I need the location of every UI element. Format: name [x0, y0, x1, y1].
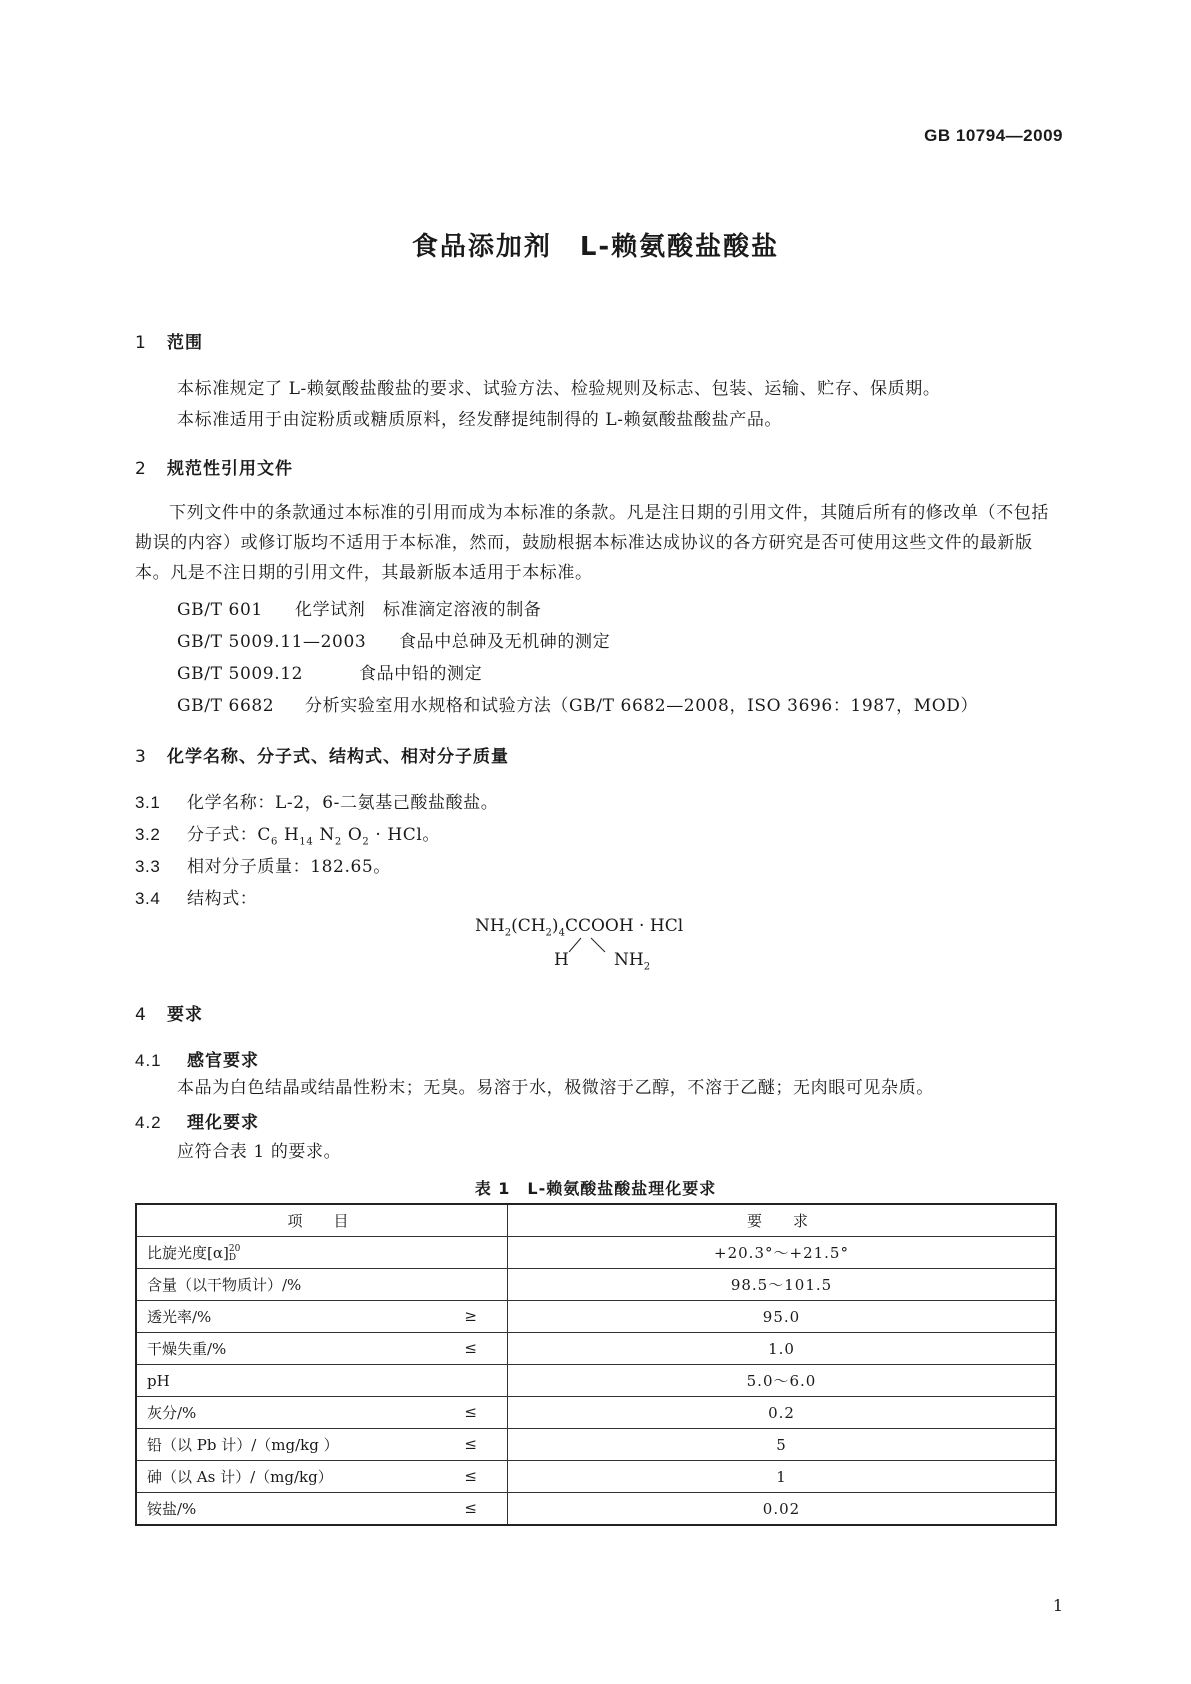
formula-suffix: · HCl。	[369, 825, 441, 845]
item-label: 含量（以干物质计）/%	[147, 1276, 302, 1294]
table-cell-item	[136, 1301, 508, 1333]
limit-symbol: ≥	[464, 1307, 477, 1325]
standard-number: GB 10794—2009	[924, 126, 1063, 145]
formula-element: H	[277, 825, 300, 845]
table-cell-value: 95.0	[508, 1301, 1057, 1333]
formula-group: NH	[614, 950, 644, 970]
section-3-number: 3	[135, 747, 147, 767]
molecular-formula	[187, 825, 441, 848]
table-cell-item	[136, 1333, 508, 1365]
item-number: 3.4	[135, 889, 161, 908]
section-1-heading	[135, 328, 203, 353]
rotation-temperature: 20	[228, 1244, 241, 1254]
reference-title: 化学试剂 标准滴定溶液的制备	[295, 600, 542, 620]
formula-subscript: 2	[545, 927, 552, 939]
section-3-title: 化学名称、分子式、结构式、相对分子质量	[167, 747, 509, 767]
item-number: 3.2	[135, 825, 161, 844]
bond-line	[569, 938, 581, 952]
limit-symbol: ≤	[464, 1435, 477, 1453]
rotation-wavelength: D	[228, 1253, 237, 1263]
table-row	[136, 1269, 1056, 1301]
formula-group: )	[551, 916, 559, 936]
table-row	[136, 1333, 1056, 1365]
physicochemical-note: 应符合表 1 的要求。	[177, 1142, 342, 1162]
formula-subscript: 2	[334, 836, 342, 848]
item-3-3	[135, 852, 391, 882]
requirements-table	[135, 1203, 1057, 1526]
bond-line	[591, 938, 605, 952]
subsection-title: 理化要求	[187, 1113, 259, 1133]
table-cell-value: 5	[508, 1429, 1057, 1461]
formula-subscript: 14	[299, 836, 314, 848]
table-cell-value: 1	[508, 1461, 1057, 1493]
rotation-scripts	[229, 1245, 240, 1263]
item-label: 灰分/%	[147, 1404, 197, 1422]
formula-group: (CH	[511, 916, 546, 936]
section-2-heading	[135, 454, 293, 479]
formula-subscript: 2	[643, 961, 651, 973]
table-cell-item	[136, 1269, 508, 1301]
table-cell-item	[136, 1397, 508, 1429]
formula-subscript: 4	[558, 927, 565, 939]
table-cell-item	[136, 1429, 508, 1461]
section-2-title: 规范性引用文件	[167, 459, 293, 479]
table-row	[136, 1461, 1056, 1493]
reference-title: 食品中总砷及无机砷的测定	[399, 632, 611, 652]
structure-label: 结构式：	[187, 889, 258, 909]
item-label: 铅（以 Pb 计）/（mg/kg ）	[147, 1436, 339, 1454]
limit-symbol: ≤	[464, 1403, 477, 1421]
section-1-title: 范围	[167, 333, 203, 353]
table-cell-value: 0.2	[508, 1397, 1057, 1429]
reference-code: GB/T 5009.11—2003	[177, 632, 367, 652]
table-row	[136, 1429, 1056, 1461]
limit-symbol: ≤	[464, 1467, 477, 1485]
formula-element: C	[257, 825, 272, 845]
reference-code: GB/T 601	[177, 600, 263, 620]
reference-title: 分析实验室用水规格和试验方法（GB/T 6682—2008，ISO 3696：1987，MOD）	[305, 696, 979, 716]
table-cell-value: 0.02	[508, 1493, 1057, 1526]
structure-amine	[614, 950, 650, 972]
section-4-title: 要求	[167, 1005, 203, 1025]
formula-element: O	[341, 825, 363, 845]
formula-element: N	[313, 825, 335, 845]
formula-group: NH	[475, 916, 505, 936]
section-1-number: 1	[135, 333, 147, 353]
reference-item	[177, 627, 610, 657]
table-cell-value: 98.5～101.5	[508, 1269, 1057, 1301]
table-header-row	[136, 1204, 1056, 1237]
section-4-1-heading	[135, 1046, 259, 1071]
table-cell-value: 1.0	[508, 1333, 1057, 1365]
section-2-paragraph: 下列文件中的条款通过本标准的引用而成为本标准的条款。凡是注日期的引用文件，其随后所有的修改单（不包括勘误的内容）或修订版均不适用于本标准，然而，鼓励根据本标准达成协议的各方研究是否可使用这些文件的最新版本。凡是不注日期的引用文件，其最新版本适用于本标准。	[135, 503, 1049, 583]
reference-code: GB/T 6682	[177, 696, 275, 716]
item-number: 3.1	[135, 793, 161, 812]
structure-hydrogen: H	[554, 950, 569, 970]
column-header: 项 目	[136, 1204, 508, 1237]
subsection-number: 4.1	[135, 1051, 162, 1070]
section-4-2-heading	[135, 1108, 259, 1133]
column-header: 要 求	[508, 1204, 1057, 1237]
table-cell-item	[136, 1493, 508, 1526]
table-cell-value: 5.0～6.0	[508, 1365, 1057, 1397]
page-number: 1	[1052, 1596, 1063, 1615]
item-label: 透光率/%	[147, 1308, 212, 1326]
table-cell-item	[136, 1365, 508, 1397]
table-row	[136, 1365, 1056, 1397]
section-4-heading	[135, 1000, 203, 1025]
page-title: 食品添加剂 L-赖氨酸盐酸盐	[411, 232, 780, 262]
formula-group: CCOOH · HCl	[564, 916, 684, 936]
table-cell-item	[136, 1461, 508, 1493]
rotation-label: 比旋光度[α]	[147, 1244, 229, 1262]
reference-item	[177, 595, 541, 625]
subsection-number: 4.2	[135, 1113, 162, 1132]
table-row	[136, 1301, 1056, 1333]
item-3-4	[135, 884, 257, 914]
table-row	[136, 1493, 1056, 1526]
limit-symbol: ≤	[464, 1499, 477, 1517]
table-caption: 表 1 L-赖氨酸盐酸盐理化要求	[474, 1179, 717, 1198]
molecular-weight: 相对分子质量：182.65。	[187, 857, 391, 877]
limit-symbol: ≤	[464, 1339, 477, 1357]
item-label: pH	[147, 1371, 170, 1390]
section-1-paragraph-2: 本标准适用于由淀粉质或糖质原料，经发酵提纯制得的 L-赖氨酸盐酸盐产品。	[177, 410, 783, 430]
item-label: 干燥失重/%	[147, 1340, 227, 1358]
section-1-paragraph-1: 本标准规定了 L-赖氨酸盐酸盐的要求、试验方法、检验规则及标志、包装、运输、贮存、保质期。	[177, 379, 941, 399]
item-number: 3.3	[135, 857, 161, 876]
formula-prefix: 分子式：	[187, 825, 258, 845]
table-cell-value: +20.3°～+21.5°	[508, 1237, 1057, 1269]
table-cell-item	[136, 1237, 508, 1269]
sensory-requirements: 本品为白色结晶或结晶性粉末；无臭。易溶于水，极微溶于乙醇，不溶于乙醚；无肉眼可见杂质。	[177, 1078, 934, 1098]
reference-item	[177, 659, 482, 689]
item-label: 砷（以 As 计）/（mg/kg）	[147, 1468, 333, 1486]
formula-subscript: 2	[504, 927, 512, 939]
section-2-number: 2	[135, 459, 147, 479]
item-3-1	[135, 788, 498, 818]
reference-item	[177, 691, 978, 721]
table-row	[136, 1237, 1056, 1269]
item-label: 铵盐/%	[147, 1500, 197, 1518]
section-3-heading	[135, 742, 509, 767]
section-4-number: 4	[135, 1005, 147, 1025]
table-row	[136, 1397, 1056, 1429]
reference-title: 食品中铅的测定	[359, 664, 483, 684]
subsection-title: 感官要求	[187, 1051, 259, 1071]
formula-subscript: 2	[362, 836, 370, 848]
chemical-name: 化学名称：L-2，6-二氨基己酸盐酸盐。	[187, 793, 499, 813]
reference-code: GB/T 5009.12	[177, 664, 304, 684]
formula-subscript: 6	[271, 836, 278, 848]
